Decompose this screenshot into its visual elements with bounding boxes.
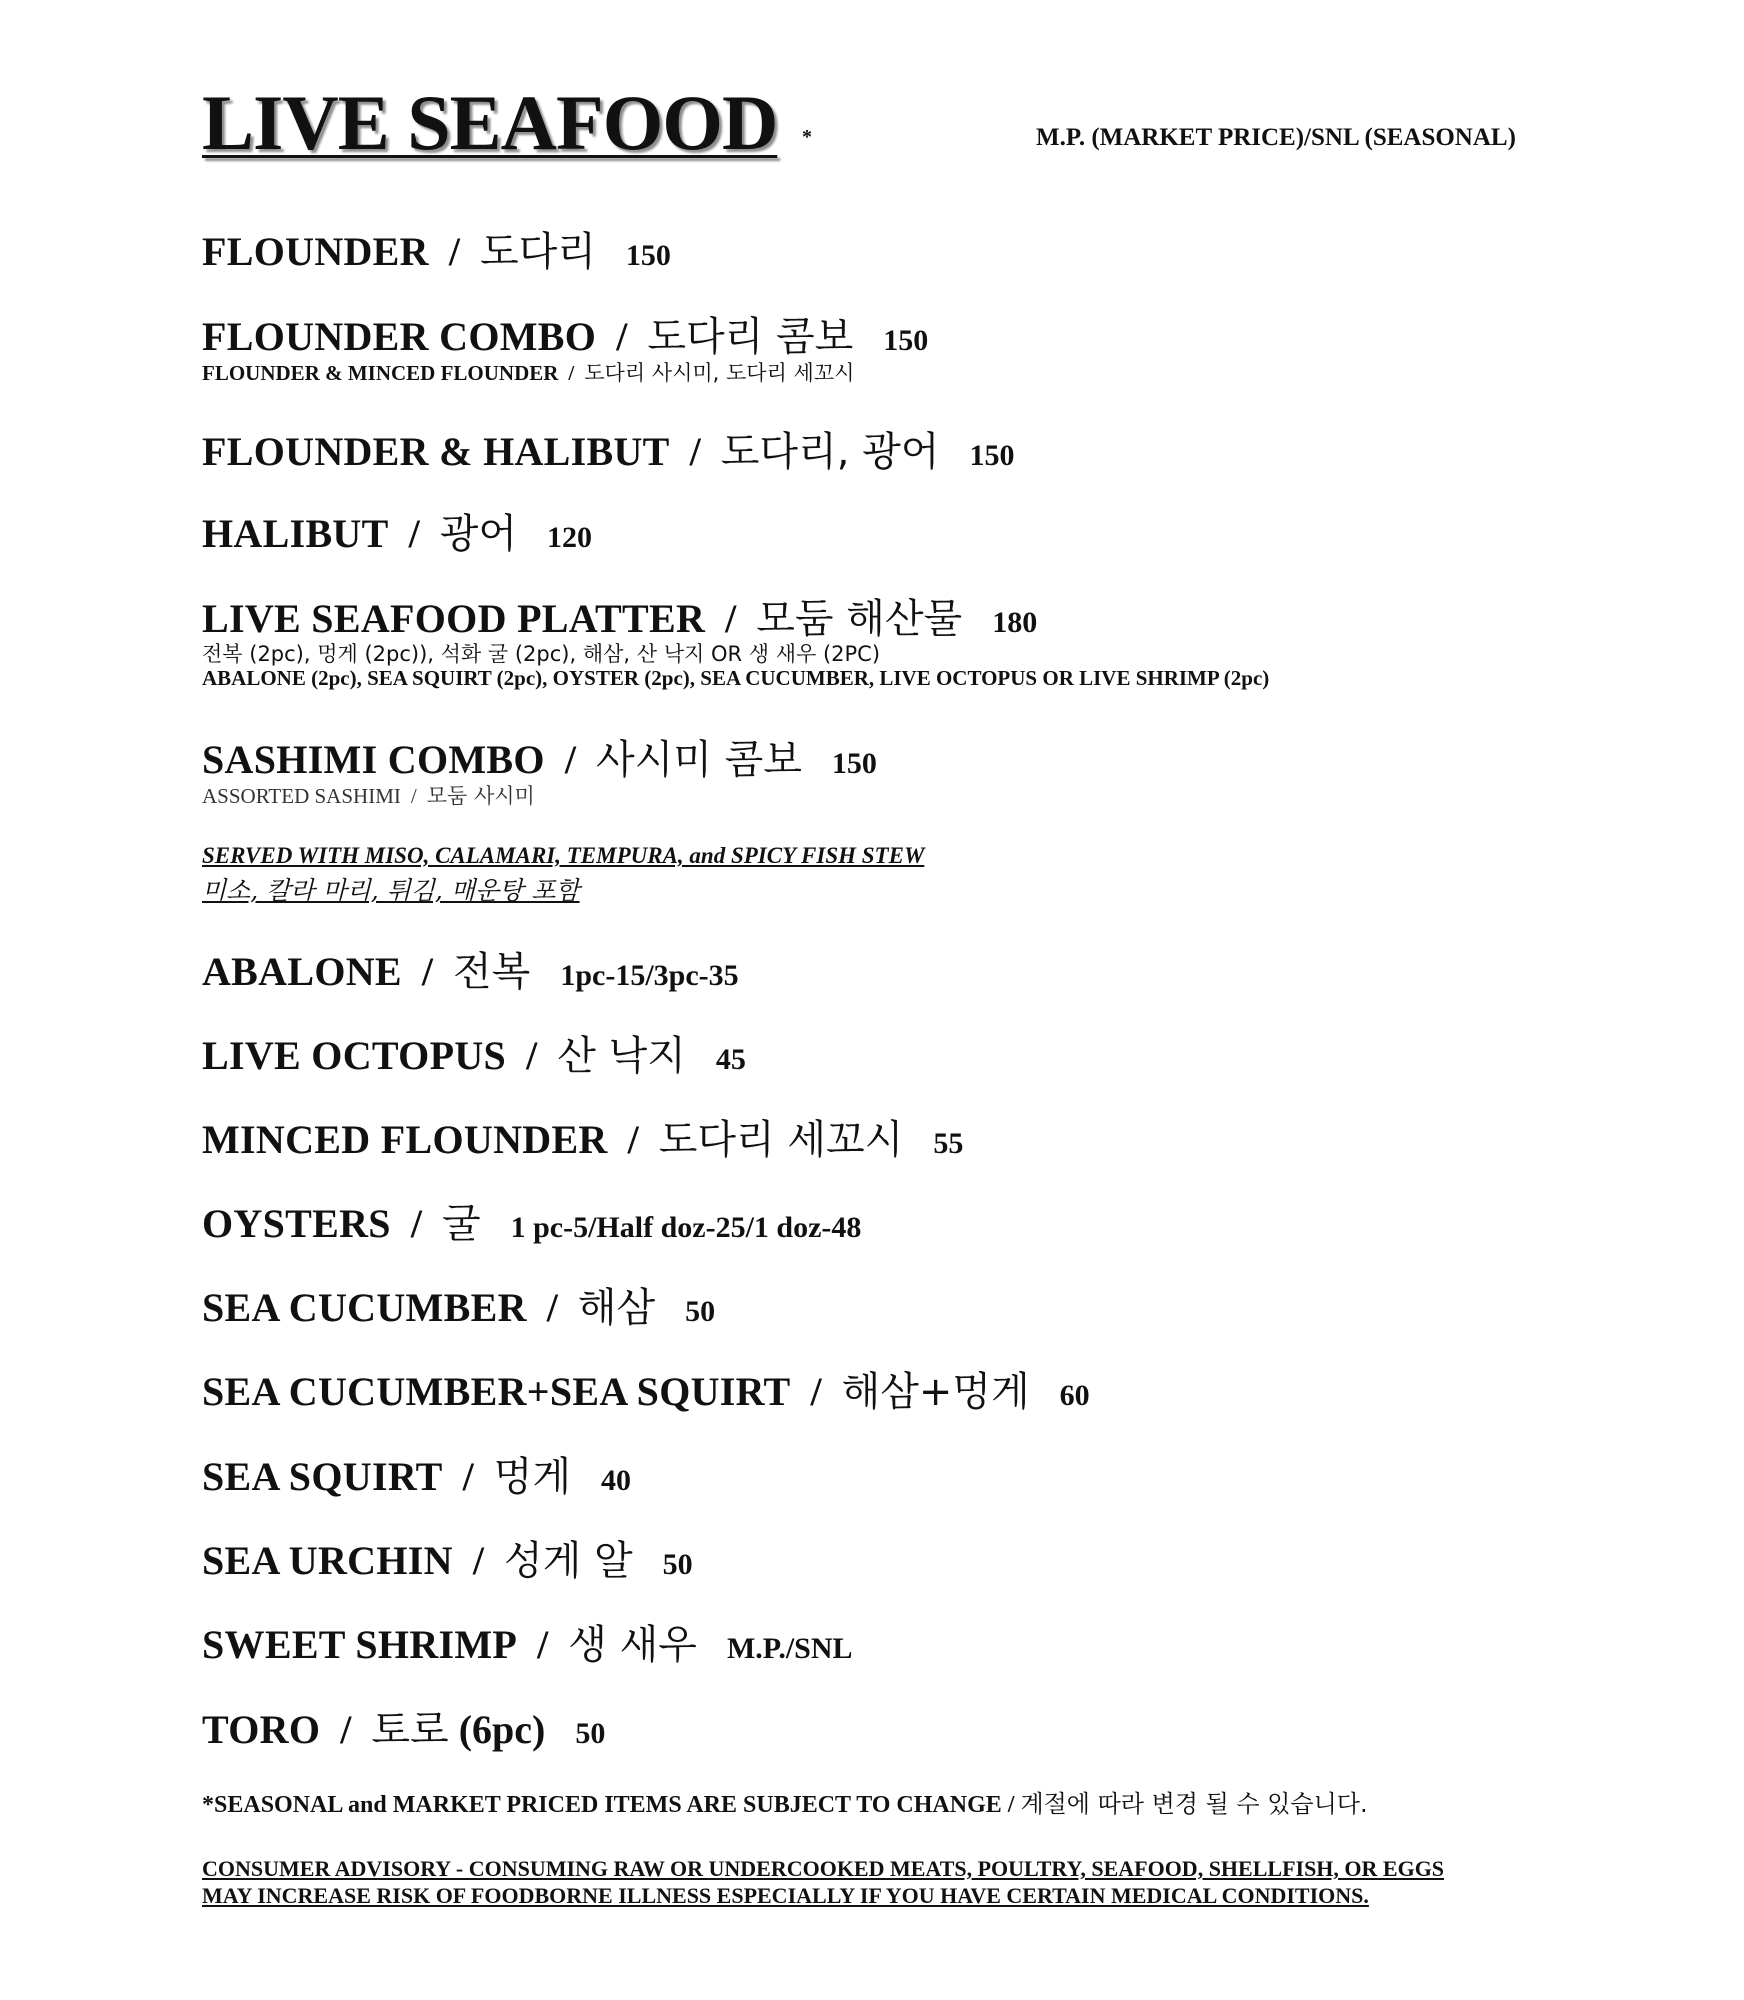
seasonal-footnote-kr: 계절에 따라 변경 될 수 있습니다. xyxy=(1020,1790,1368,1818)
menu-item xyxy=(202,220,671,277)
item-description-kr: 전복 (2pc), 멍게 (2pc)), 석화 굴 (2pc), 해삼, 산 낙지 OR 생 새우 (2PC) xyxy=(202,642,881,666)
menu-item xyxy=(202,1360,1090,1417)
item-price: 120 xyxy=(547,521,592,554)
item-description-separator: / xyxy=(568,361,575,385)
item-name: OYSTERS xyxy=(202,1201,391,1246)
item-korean-name: 도다리 xyxy=(479,229,596,275)
item-name: LIVE OCTOPUS xyxy=(202,1033,507,1078)
menu-item xyxy=(202,587,1037,644)
menu-item xyxy=(202,502,592,559)
item-price: 50 xyxy=(662,1548,693,1581)
item-korean-name: 사시미 콤보 xyxy=(595,737,802,783)
item-price: 180 xyxy=(992,606,1038,639)
item-name: SWEET SHRIMP xyxy=(202,1622,518,1667)
item-korean-name: 도다리, 광어 xyxy=(720,429,940,475)
item-name: SEA URCHIN xyxy=(202,1538,453,1583)
menu-item xyxy=(202,1192,861,1249)
item-separator: / xyxy=(410,1201,422,1246)
item-description-en: ABALONE (2pc), SEA SQUIRT (2pc), OYSTER (2pc), SEA CUCUMBER, LIVE OCTOPUS OR LIVE SHRIMP (2pc) xyxy=(202,666,1270,690)
item-name: TORO xyxy=(202,1707,321,1752)
menu-item xyxy=(202,1445,631,1502)
item-name: SASHIMI COMBO xyxy=(202,737,545,782)
title-asterisk: * xyxy=(802,126,812,148)
menu-item xyxy=(202,1613,853,1670)
item-portion: (6pc) xyxy=(458,1707,546,1752)
item-name: LIVE SEAFOOD PLATTER xyxy=(202,596,706,641)
item-name: MINCED FLOUNDER xyxy=(202,1117,608,1162)
menu-item xyxy=(202,1698,605,1755)
item-korean-name: 도다리 콤보 xyxy=(647,314,854,360)
item-description xyxy=(202,357,854,387)
item-description-en: ASSORTED SASHIMI xyxy=(202,784,401,808)
item-price: 1 pc-5/Half doz-25/1 doz-48 xyxy=(510,1211,862,1244)
item-korean-name: 해삼+멍게 xyxy=(841,1369,1030,1415)
item-korean-name: 도다리 세꼬시 xyxy=(658,1117,904,1163)
item-separator: / xyxy=(462,1454,474,1499)
served-with-note: SERVED WITH MISO, CALAMARI, TEMPURA, and SPICY FISH STEW xyxy=(202,843,925,868)
item-separator: / xyxy=(526,1033,538,1078)
item-name: FLOUNDER COMBO xyxy=(202,314,597,359)
item-korean-name: 전복 xyxy=(453,949,531,995)
item-separator: / xyxy=(421,949,434,994)
item-separator: / xyxy=(627,1117,639,1162)
menu-item xyxy=(202,728,877,785)
item-separator: / xyxy=(448,229,460,274)
item-price: 150 xyxy=(831,747,877,780)
item-korean-name: 굴 xyxy=(441,1201,481,1247)
menu-item xyxy=(202,305,928,362)
item-name: ABALONE xyxy=(202,949,402,994)
item-separator: / xyxy=(472,1538,484,1583)
item-price: 55 xyxy=(933,1127,964,1160)
item-description xyxy=(202,780,535,810)
item-korean-name: 성게 알 xyxy=(503,1538,633,1584)
item-name: SEA CUCUMBER xyxy=(202,1285,527,1330)
item-name: HALIBUT xyxy=(202,511,389,556)
menu-item xyxy=(202,1024,746,1081)
item-separator: / xyxy=(810,1369,822,1414)
item-korean-name: 광어 xyxy=(439,511,517,557)
item-price: M.P./SNL xyxy=(726,1632,853,1665)
item-korean-name: 토로 xyxy=(371,1707,449,1753)
item-price: 1pc-15/3pc-35 xyxy=(560,959,739,992)
price-legend: M.P. (MARKET PRICE)/SNL (SEASONAL) xyxy=(1036,124,1516,151)
menu-item xyxy=(202,420,1014,477)
item-separator: / xyxy=(546,1285,558,1330)
item-korean-name: 해삼 xyxy=(577,1285,656,1331)
item-description-kr: 모둠 사시미 xyxy=(426,784,535,808)
item-korean-name: 생 새우 xyxy=(568,1622,697,1668)
item-description-en: FLOUNDER & MINCED FLOUNDER xyxy=(202,361,559,385)
item-korean-name: 멍게 xyxy=(493,1454,571,1500)
item-separator: / xyxy=(537,1622,549,1667)
item-separator: / xyxy=(616,314,628,359)
item-price: 150 xyxy=(625,239,671,272)
item-price: 150 xyxy=(883,324,929,357)
item-name: FLOUNDER xyxy=(202,229,429,274)
item-separator: / xyxy=(340,1707,352,1752)
menu-item xyxy=(202,1529,693,1586)
menu-item xyxy=(202,940,739,997)
menu-title: LIVE SEAFOOD xyxy=(202,79,778,166)
item-name: SEA SQUIRT xyxy=(202,1454,443,1499)
item-name: FLOUNDER & HALIBUT xyxy=(202,429,670,474)
item-price: 150 xyxy=(969,439,1015,472)
served-with-note-kr: 미소, 칼라 마리, 튀김, 매운탕 포함 xyxy=(202,876,580,905)
seasonal-footnote xyxy=(202,1784,1368,1819)
menu-item xyxy=(202,1108,963,1165)
item-description-separator: / xyxy=(410,784,417,808)
item-price: 60 xyxy=(1059,1379,1090,1412)
item-korean-name: 모둠 해산물 xyxy=(756,596,963,642)
item-name: SEA CUCUMBER+SEA SQUIRT xyxy=(202,1369,791,1414)
item-separator: / xyxy=(408,511,420,556)
item-korean-name: 산 낙지 xyxy=(557,1033,686,1079)
item-price: 50 xyxy=(575,1717,606,1750)
item-separator: / xyxy=(689,429,701,474)
seasonal-footnote-en: *SEASONAL and MARKET PRICED ITEMS ARE SUBJECT TO CHANGE / xyxy=(202,1792,1021,1818)
consumer-advisory-line1: CONSUMER ADVISORY - CONSUMING RAW OR UNDERCOOKED MEATS, POULTRY, SEAFOOD, SHELLFISH, OR EGGS xyxy=(202,1856,1445,1881)
item-description-kr: 도다리 사시미, 도다리 세꼬시 xyxy=(584,361,855,385)
item-price: 40 xyxy=(600,1464,631,1497)
consumer-advisory-line2: MAY INCREASE RISK OF FOODBORNE ILLNESS ESPECIALLY IF YOU HAVE CERTAIN MEDICAL CONDITIONS. xyxy=(202,1883,1369,1908)
item-separator: / xyxy=(564,737,576,782)
item-price: 50 xyxy=(685,1295,716,1328)
menu-item xyxy=(202,1276,715,1333)
item-separator: / xyxy=(725,596,737,641)
item-price: 45 xyxy=(715,1043,746,1076)
